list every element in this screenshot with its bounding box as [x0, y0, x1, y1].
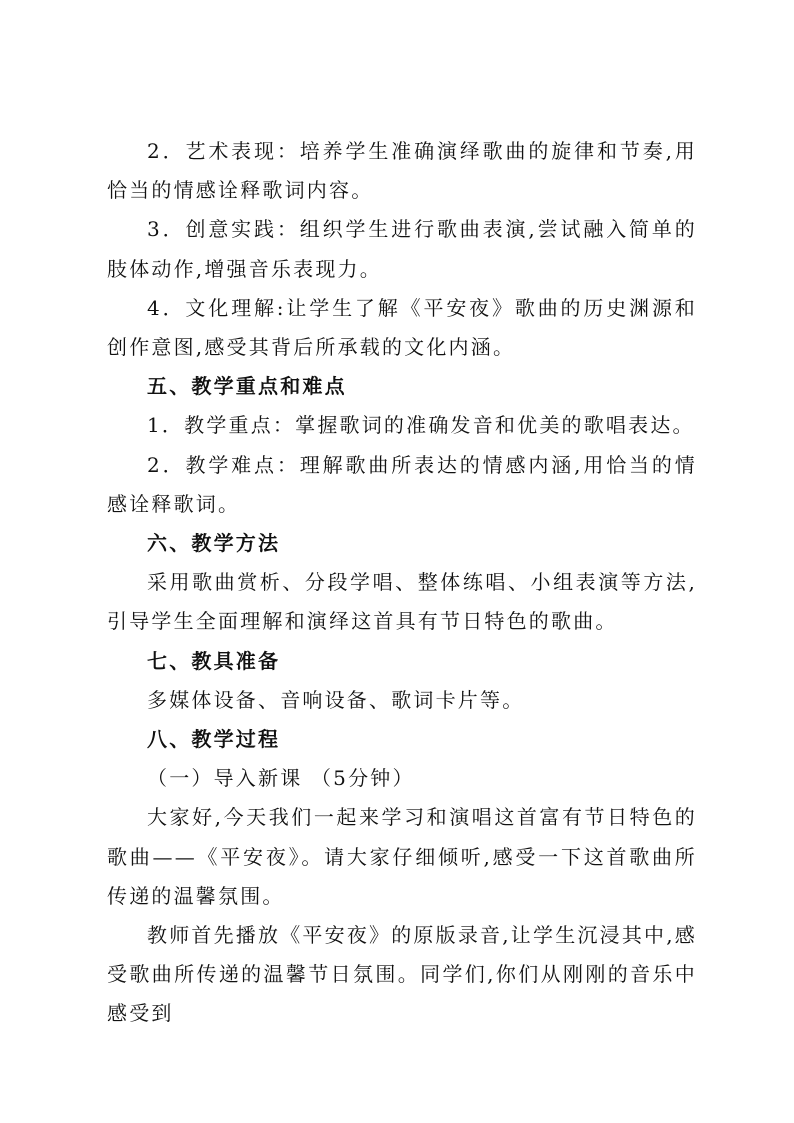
objective-cultural-understanding: 4．文化理解:让学生了解《平安夜》歌曲的历史渊源和创作意图,感受其背后所承载的文化内涵。: [107, 295, 697, 360]
introduction-paragraph: 大家好,今天我们一起来学习和演唱这首富有节日特色的歌曲——《平安夜》。请大家仔细倾听,感受一下这首歌曲所传递的温馨氛围。: [107, 805, 697, 908]
teaching-methods-text: 采用歌曲赏析、分段学唱、整体练唱、小组表演等方法,引导学生全面理解和演绎这首具有节日特色的歌曲。: [107, 570, 697, 634]
section-heading-key-points: 五、教学重点和难点: [147, 374, 347, 399]
subsection-introduction: （一）导入新课 （5分钟）: [147, 766, 415, 791]
objective-creative-practice: 3．创意实践：组织学生进行歌曲表演,尝试融入简单的肢体动作,增强音乐表现力。: [107, 217, 697, 281]
section-heading-teaching-process: 八、教学过程: [147, 727, 281, 752]
key-point-item: 1．教学重点：掌握歌词的准确发音和优美的歌唱表达。: [147, 413, 695, 438]
section-heading-teaching-methods: 六、教学方法: [147, 531, 281, 556]
teacher-activity-paragraph: 教师首先播放《平安夜》的原版录音,让学生沉浸其中,感受歌曲所传递的温馨节日氛围。同学们,你们从刚刚的音乐中感受到: [107, 923, 697, 1026]
difficult-point-item: 2．教学难点：理解歌曲所表达的情感内涵,用恰当的情感诠释歌词。: [107, 452, 697, 516]
objective-artistic-expression: 2．艺术表现：培养学生准确演绎歌曲的旋律和节奏,用恰当的情感诠释歌词内容。: [107, 139, 697, 203]
section-heading-teaching-aids: 七、教具准备: [147, 648, 281, 673]
teaching-aids-text: 多媒体设备、音响设备、歌词卡片等。: [147, 687, 525, 712]
document-body: [107, 132, 697, 1034]
